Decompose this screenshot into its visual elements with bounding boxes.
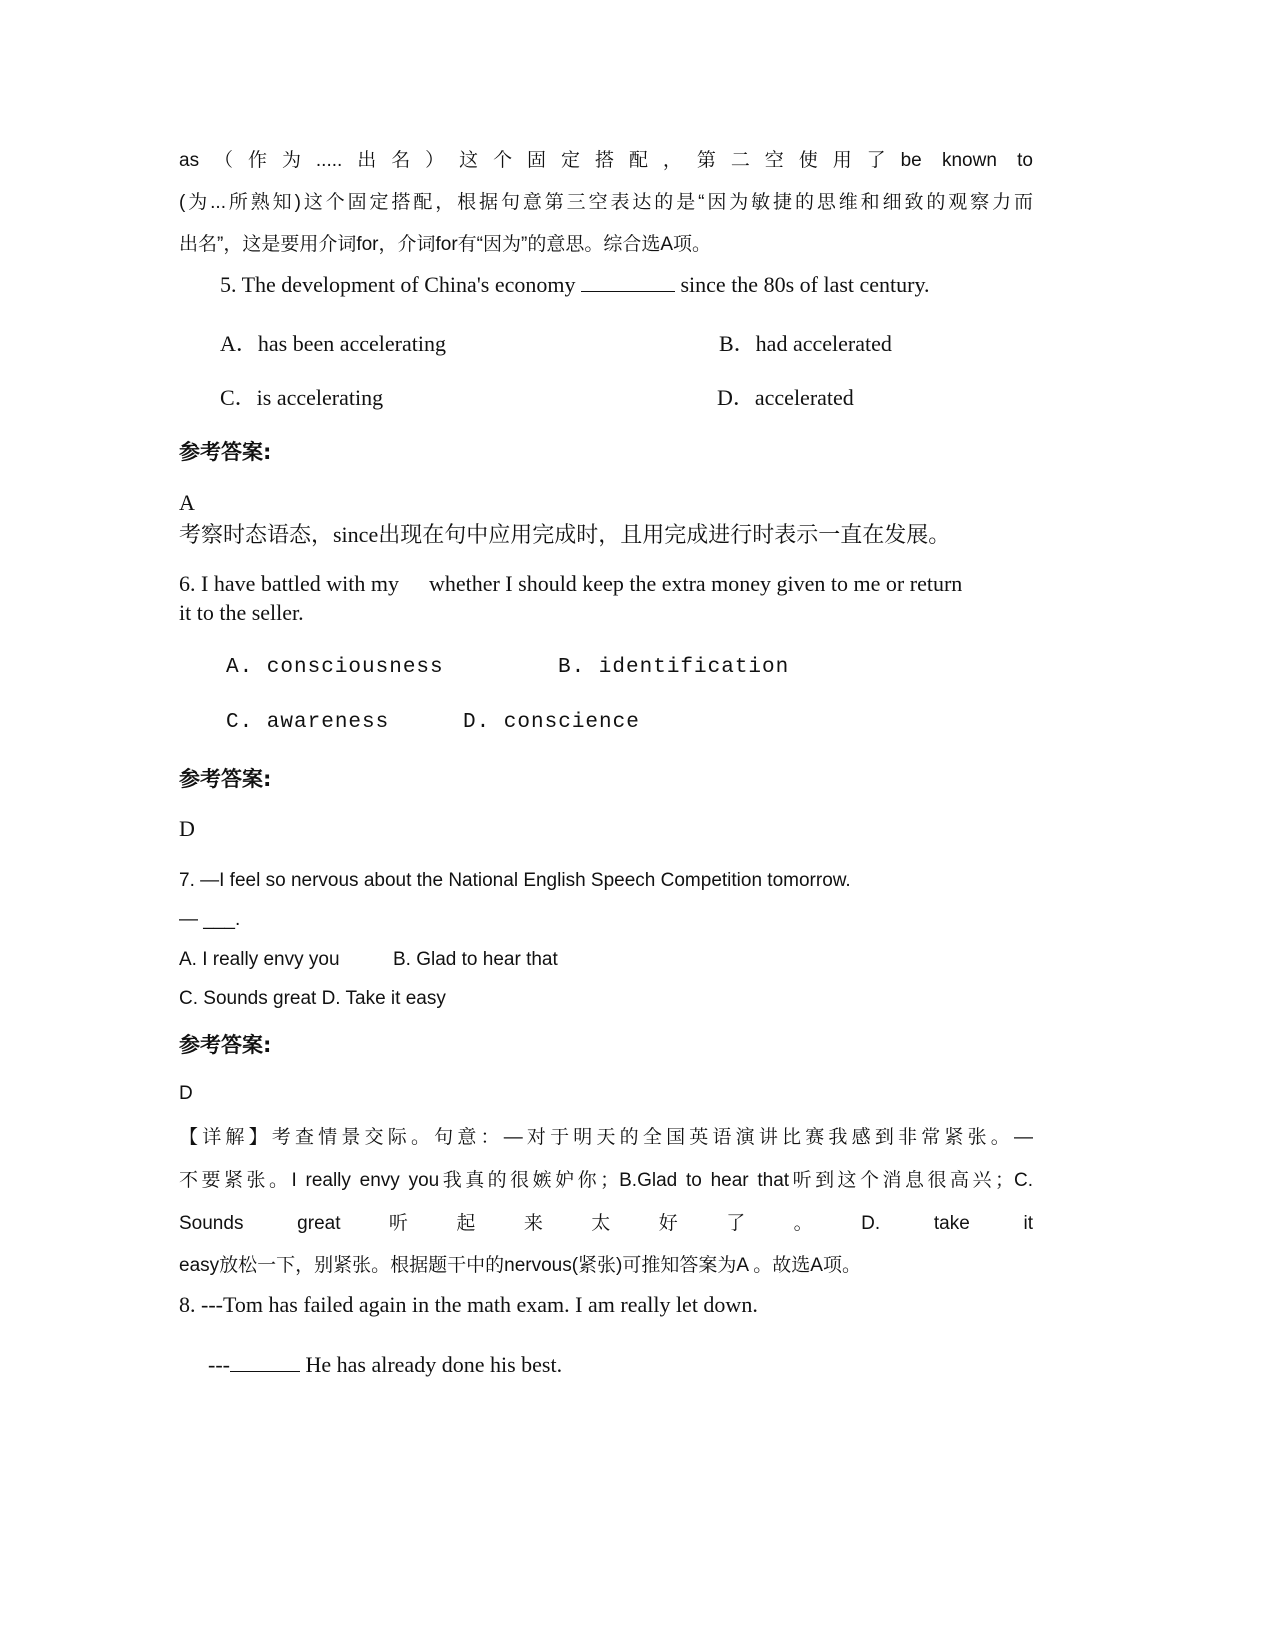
answer-heading: 参考答案: bbox=[179, 1033, 272, 1057]
answer: D bbox=[179, 816, 195, 841]
option-b: B. Glad to hear that bbox=[393, 949, 558, 970]
explanation-line: Sounds great听起来太好了。D. take it bbox=[179, 1213, 1033, 1234]
question-6-stem-cont: it to the seller. bbox=[179, 600, 304, 625]
option-c: C. awareness bbox=[226, 711, 390, 734]
answer-heading: 参考答案: bbox=[179, 440, 272, 464]
option-a: A. consciousness bbox=[226, 656, 444, 679]
reply-prefix: --- bbox=[208, 1352, 230, 1377]
stem-part: 5. The development of China's economy bbox=[220, 272, 576, 297]
explanation-line: easy放松一下，别紧张。根据题干中的nervous(紧张)可推知答案为A 。故选A项。 bbox=[179, 1255, 861, 1276]
question-6-stem bbox=[179, 571, 962, 597]
question-7-stem: 7. —I feel so nervous about the National English Speech Competition tomorrow. bbox=[179, 870, 851, 891]
option-b: B. identification bbox=[558, 656, 790, 679]
option-a: A. I really envy you bbox=[179, 949, 340, 970]
q4-explanation-line: as（作为.....出名）这个固定搭配，第二空使用了be known to bbox=[179, 150, 1033, 171]
answer: A bbox=[179, 490, 195, 515]
explanation-line: 不要紧张。I really envy you我真的很嫉妒你；B.Glad to hear that听到这个消息很高兴；C. bbox=[179, 1170, 1033, 1191]
stem-part: since the 80s of last century. bbox=[680, 272, 930, 297]
q4-explanation-line: (为...所熟知)这个固定搭配，根据句意第三空表达的是“因为敏捷的思维和细致的观察力而 bbox=[179, 192, 1033, 213]
option-d: D. conscience bbox=[463, 711, 640, 734]
option-b: B．had accelerated bbox=[719, 331, 892, 356]
option-c: C．is accelerating bbox=[220, 385, 384, 410]
question-7-reply: — ___. bbox=[179, 909, 241, 930]
explanation-line: 【详解】考查情景交际。句意：—对于明天的全国英语演讲比赛我感到非常紧张。— bbox=[179, 1127, 1033, 1148]
options-c-d: C. Sounds great D. Take it easy bbox=[179, 988, 446, 1009]
q4-explanation-line: 出名”，这是要用介词for，介词for有“因为”的意思。综合选A项。 bbox=[179, 234, 712, 255]
stem-part: 6. I have battled with my bbox=[179, 571, 399, 596]
question-8-stem: 8. ---Tom has failed again in the math exam. I am really let down. bbox=[179, 1292, 758, 1317]
answer: D bbox=[179, 1083, 193, 1104]
option-a: A．has been accelerating bbox=[220, 331, 446, 356]
question-8-reply bbox=[208, 1352, 562, 1378]
question-5-stem bbox=[220, 272, 930, 298]
option-d: D．accelerated bbox=[717, 385, 854, 410]
answer-blank bbox=[230, 1353, 300, 1372]
answer-blank bbox=[581, 273, 675, 292]
reply-text: He has already done his best. bbox=[305, 1352, 563, 1377]
answer-heading: 参考答案: bbox=[179, 767, 272, 791]
explanation: 考察时态语态，since出现在句中应用完成时，且用完成进行时表示一直在发展。 bbox=[179, 522, 951, 547]
stem-part: whether I should keep the extra money given to me or return bbox=[428, 571, 963, 596]
